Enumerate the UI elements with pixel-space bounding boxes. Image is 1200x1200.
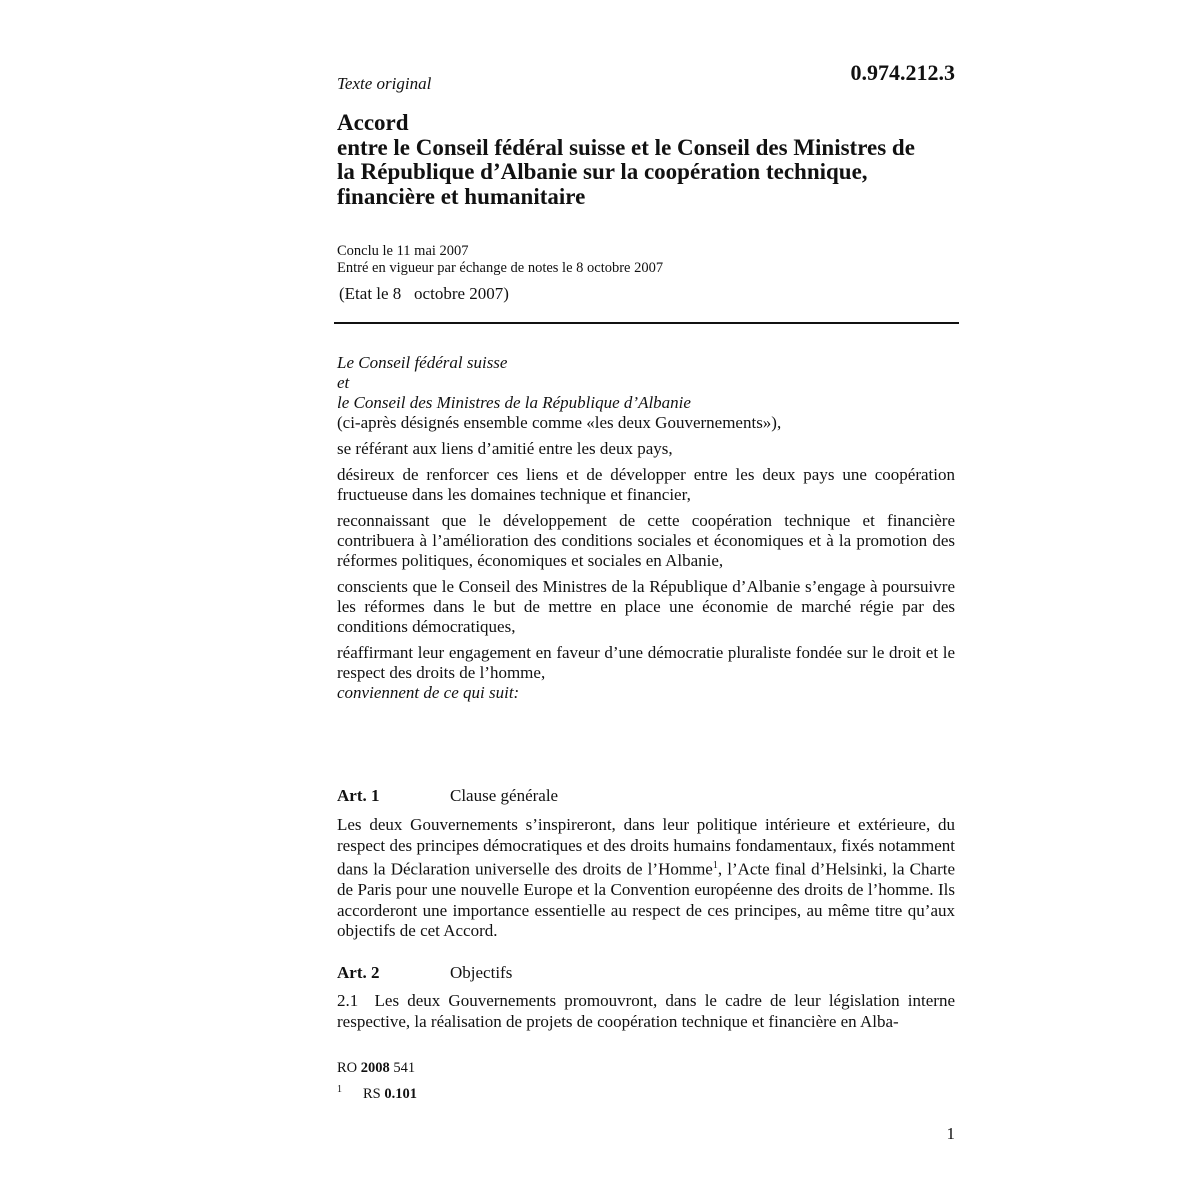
article-number: Art. 1 (337, 786, 380, 805)
document-meta (337, 243, 955, 277)
preamble (337, 353, 955, 703)
footnote-1: 1 RS 0.101 (337, 1079, 955, 1105)
entry-into-force: Entré en vigueur par échange de notes le 8 octobre 2007 (337, 260, 664, 276)
article-1-text: Les deux Gouvernements s’inspireront, dans leur politique intérieure et extérieure, du respect des principes démocratiques et des droits humains fondamentaux, fixés notamment dans la Déclaration universelle des droits de l’Homme$^1$, l’Acte final d’Helsinki, la Charte de Paris pour une nouvelle Europe et la Convention européenne des droits de l’homme. Ils accorderont une importance essentielle au respect de ces principes, au même titre qu’aux objectifs de cet Accord. (337, 815, 955, 941)
document-title (337, 111, 955, 209)
sr-number: 0.974.212.3 (850, 60, 955, 85)
article-1-heading (337, 786, 558, 806)
ro-reference: RO 2008 541 (337, 1060, 416, 1076)
preamble-paragraph: réaffirmant leur engagement en faveur d’une démocratie pluraliste fondée sur le droit et le respect des droits de l’homme, (337, 643, 955, 682)
status-date: (Etat le 8 octobre 2007) (339, 284, 509, 303)
preamble-party-2: le Conseil des Ministres de la République d’Albanie (337, 393, 691, 412)
texte-original-label: Texte original (337, 74, 432, 93)
footnotes (337, 1058, 955, 1105)
preamble-conclusion: conviennent de ce qui suit: (337, 683, 520, 702)
preamble-paragraph: reconnaissant que le développement de cette coopération technique et financière contribuera à l’amélioration des conditions sociales et économiques et à la promotion des réformes politiques, économiques et sociales en Albanie, (337, 511, 955, 570)
title-line: financière et humanitaire (337, 183, 586, 209)
preamble-designation: (ci-après désignés ensemble comme «les deux Gouvernements»), (337, 413, 782, 432)
article-title: Objectifs (450, 963, 513, 982)
title-line: Accord (337, 110, 409, 135)
preamble-paragraph: conscients que le Conseil des Ministres de la République d’Albanie s’engage à poursuivre les réformes dans le but de mettre en place une économie de marché régie par des conditions démocratiques, (337, 577, 955, 636)
title-line: entre le Conseil fédéral suisse et le Conseil des Ministres de (337, 134, 915, 160)
article-2-heading (337, 963, 512, 983)
article-number: Art. 2 (337, 963, 380, 982)
footnote-number: 1 (337, 1084, 342, 1095)
article-title: Clause générale (450, 786, 559, 805)
preamble-paragraph: se référant aux liens d’amitié entre les deux pays, (337, 439, 673, 458)
page-number: 1 (946, 1124, 955, 1143)
article-2-text: 2.1 Les deux Gouvernements promouvront, dans le cadre de leur législation interne respective, la réalisation de projets de coopération technique et financière en Alba- (337, 991, 960, 1031)
header-divider (334, 322, 959, 324)
conclusion-date: Conclu le 11 mai 2007 (337, 243, 469, 259)
preamble-party-1: Le Conseil fédéral suisse (337, 353, 508, 372)
preamble-conjunction: et (337, 373, 350, 392)
preamble-paragraph: désireux de renforcer ces liens et de développer entre les deux pays une coopération fructueuse dans les domaines technique et financier, (337, 465, 955, 504)
title-line: la République d’Albanie sur la coopération technique, (337, 159, 868, 184)
footnote-reference[interactable]: 1 (712, 860, 718, 871)
